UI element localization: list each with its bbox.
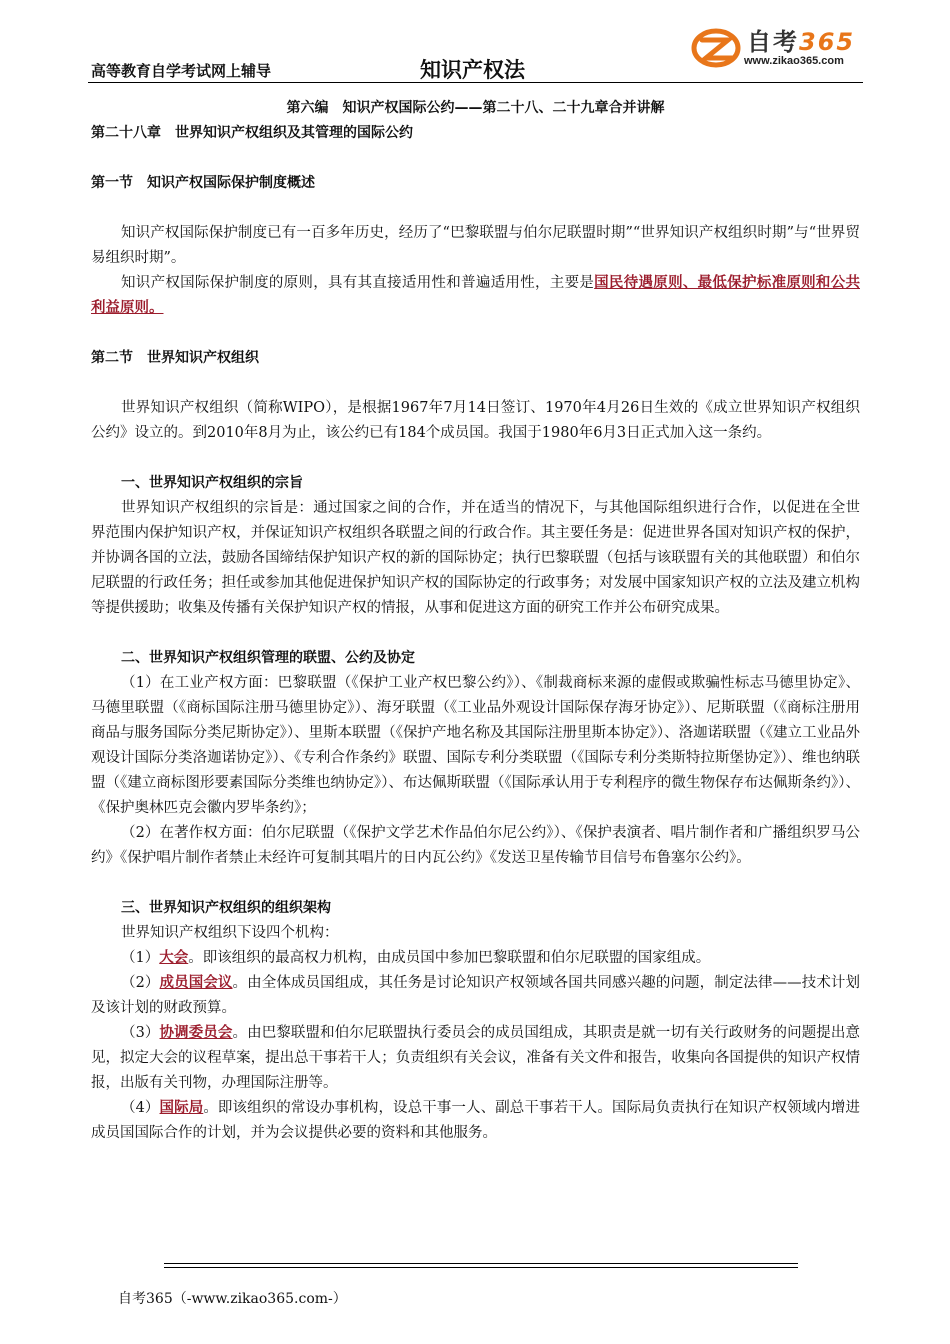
org-item-2: [91, 971, 860, 1021]
org-item-2-highlight: 成员国会议: [159, 975, 233, 991]
org-item-3: [91, 1021, 860, 1096]
org-item-4-text: 。即该组织的常设办事机构，设总干事一人、副总干事若干人。国际局负责执行在知识产权领域内增进成员国国际合作的计划，并为会议提供必要的资料和其他服务。: [91, 1100, 861, 1141]
header-left-title: 高等教育自学考试网上辅导: [91, 62, 272, 80]
org-item-4-highlight: 国际局: [159, 1100, 204, 1116]
org-item-2-text: 。由全体成员国组成，其任务是讨论知识产权领域各国共同感兴趣的问题，制定法律——技术计划及该计划的财政预算。: [91, 975, 861, 1016]
subsection-3-intro: 世界知识产权组织下设四个机构：: [121, 925, 339, 941]
org-item-4-num: （4）: [121, 1100, 160, 1116]
subsection-1-paragraph: 世界知识产权组织的宗旨是：通过国家之间的合作，并在适当的情况下，与其他国际组织进行合作，以促进在全世界范围内保护知识产权，并保证知识产权组织各联盟之间的行政合作。其主要任务是：促进世界各国对知识产权的保护，并协调各国的立法，鼓励各国缔结保护知识产权的新的国际协定；执行巴黎联盟（包括与该联盟有关的其他联盟）和伯尔尼联盟的行政任务；担任或参加其他促进保护知识产权的国际协定的行政事务；对发展中国家知识产权的立法及建立机构等提供援助；收集及传播有关保护知识产权的情报，从事和促进这方面的研究工作并公布研究成果。: [91, 500, 860, 616]
logo-brand-cn: 自考: [747, 28, 799, 56]
subsection-2-paragraph-1: （1）在工业产权方面：巴黎联盟（《保护工业产权巴黎公约》）、《制裁商标来源的虚假或欺骗性标志马德里协定》、马德里联盟（《商标国际注册马德里协定》）、海牙联盟（《工业品外观设计国际保存海牙协定》）、尼斯联盟（《商标注册用商品与服务国际分类尼斯协定》）、里斯本联盟（《保护产地名称及其国际注册里斯本协定》）、洛迦诺联盟（《建立工业品外观设计国际分类洛迦诺协定》）、《专利合作条约》联盟、国际专利分类联盟（《国际专利分类斯特拉斯堡协定》）、维也纳联盟（《建立商标图形要素国际分类维也纳协定》）、布达佩斯联盟（《国际承认用于专利程序的微生物保存布达佩斯条约》）、《保护奥林匹克会徽内罗毕条约》；: [91, 675, 860, 816]
org-item-3-text: 。由巴黎联盟和伯尔尼联盟执行委员会的成员国组成，其职责是就一切有关行政财务的问题提出意见，拟定大会的议程草案，提出总干事若干人；负责组织有关会议，准备有关文件和报告，收集向各国提供的知识产权情报，出版有关刊物，办理国际注册等。: [91, 1025, 860, 1091]
logo-brand-text: [747, 22, 855, 57]
org-item-4: [91, 1096, 860, 1146]
footer-text: 自考365（-www.zikao365.com-）: [118, 1291, 347, 1307]
section-1-paragraph-1: 知识产权国际保护制度已有一百多年历史，经历了“巴黎联盟与伯尔尼联盟时期”“世界知识产权组织时期”与“世界贸易组织时期”。: [91, 225, 860, 266]
org-item-1-highlight: 大会: [159, 950, 189, 966]
section-2-title: 第二节 世界知识产权组织: [91, 350, 259, 366]
org-item-1: [91, 946, 860, 971]
chapter-title: 第二十八章 世界知识产权组织及其管理的国际公约: [91, 125, 413, 141]
logo-z-icon: [702, 40, 732, 58]
org-item-2-num: （2）: [121, 975, 160, 991]
section-1-title: 第一节 知识产权国际保护制度概述: [91, 175, 315, 191]
org-item-3-num: （3）: [121, 1025, 160, 1041]
logo-url[interactable]: www.zikao365.com: [744, 55, 844, 67]
subsection-1-title: 一、世界知识产权组织的宗旨: [121, 475, 303, 491]
principles-highlight: 国民待遇原则、最低保护标准原则和公共利益原则。: [91, 275, 860, 316]
section-1-p2-text: 知识产权国际保护制度的原则，具有其直接适用性和普遍适用性，主要是: [121, 275, 595, 291]
header-subject-title: 知识产权法: [420, 58, 525, 82]
document-body: [91, 96, 860, 1146]
subsection-2-paragraph-2: （2）在著作权方面：伯尔尼联盟（《保护文学艺术作品伯尔尼公约》）、《保护表演者、唱片制作者和广播组织罗马公约》《保护唱片制作者禁止未经许可复制其唱片的日内瓦公约》《发送卫星传输节目信号布鲁塞尔公约》。: [91, 825, 860, 866]
header-divider: [88, 82, 863, 83]
subsection-2-title: 二、世界知识产权组织管理的联盟、公约及协定: [121, 650, 415, 666]
section-2-paragraph-1: 世界知识产权组织（简称WIPO），是根据1967年7月14日签订、1970年4月26日生效的《成立世界知识产权组织公约》设立的。到2010年8月为止，该公约已有184个成员国。我国于1980年6月3日正式加入这一条约。: [91, 400, 860, 441]
section-1-paragraph-2: [91, 271, 860, 321]
footer-divider-bottom: [164, 1267, 798, 1268]
logo-brand-num: 365: [799, 28, 856, 56]
footer-divider-top: [164, 1263, 798, 1264]
org-item-1-num: （1）: [121, 950, 160, 966]
part-title: 第六编 知识产权国际公约——第二十八、二十九章合并讲解: [286, 100, 665, 116]
org-item-3-highlight: 协调委员会: [159, 1025, 233, 1041]
subsection-3-title: 三、世界知识产权组织的组织架构: [121, 900, 331, 916]
org-item-1-text: 。即该组织的最高权力机构，由成员国中参加巴黎联盟和伯尔尼联盟的国家组成。: [188, 950, 711, 966]
